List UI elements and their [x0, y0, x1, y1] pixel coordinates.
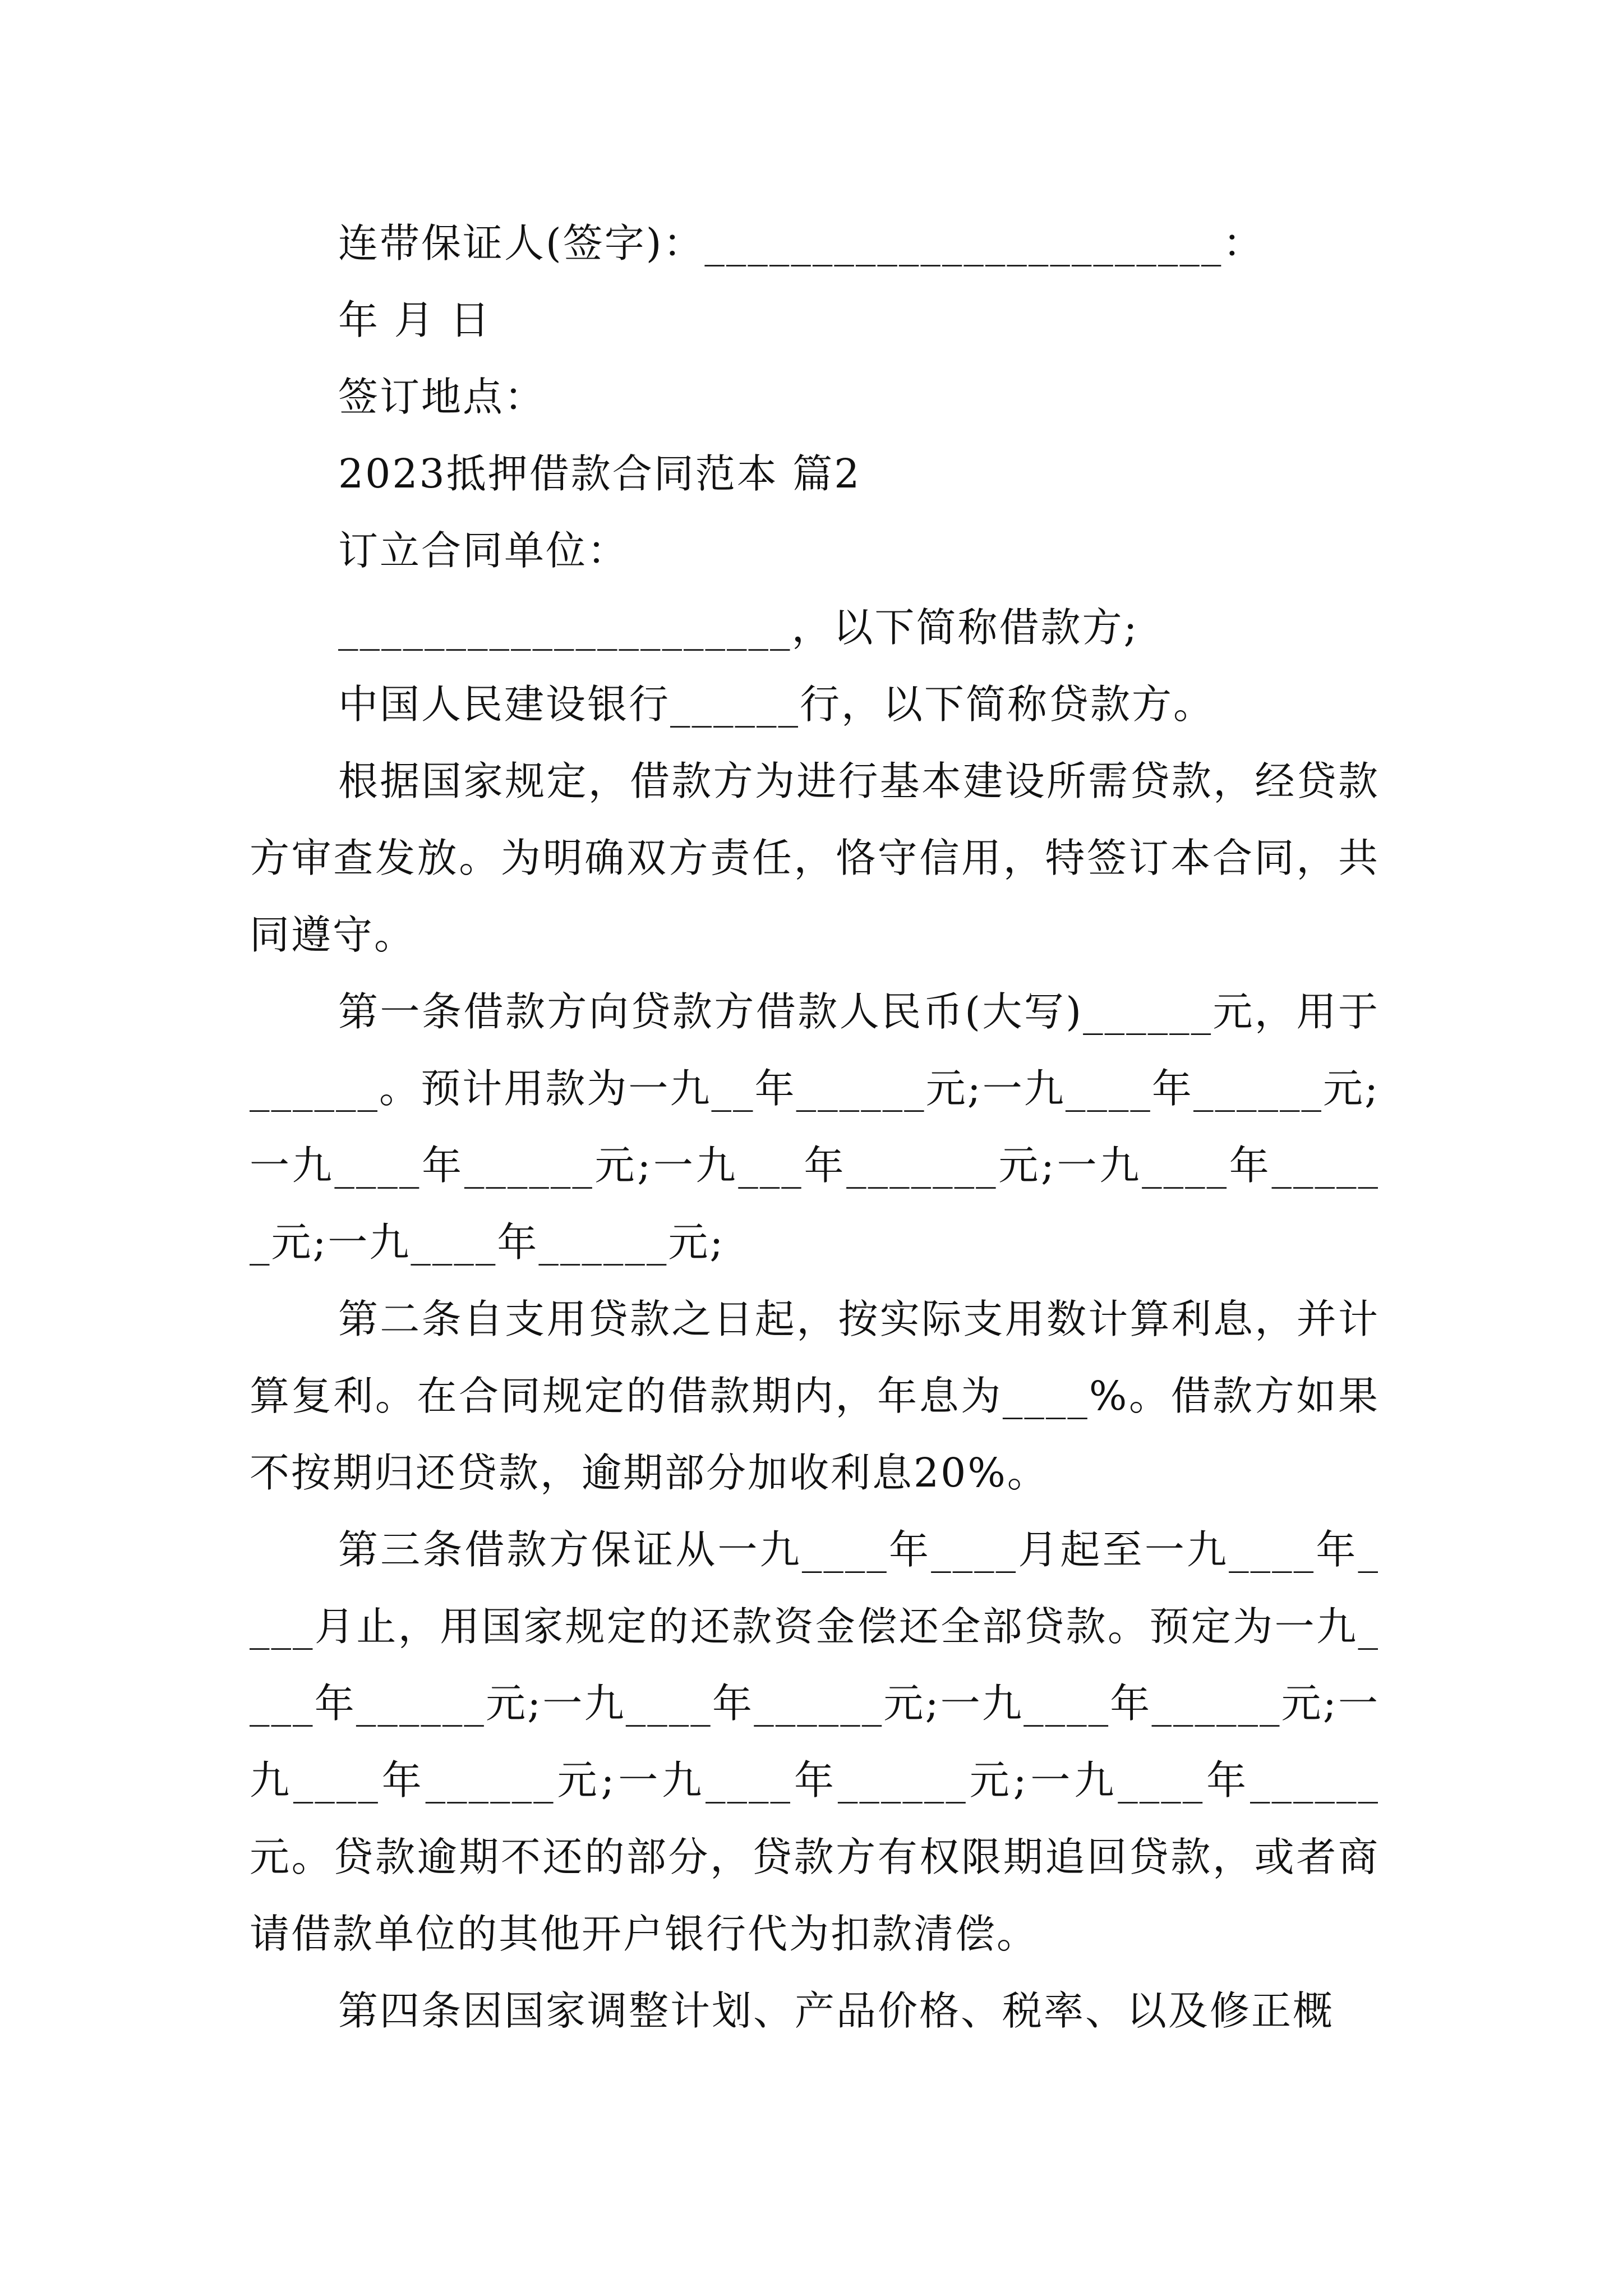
borrower-line: _____________________，以下简称借款方;	[338, 604, 1139, 651]
section-heading: 2023抵押借款合同范本 篇2	[338, 450, 861, 497]
guarantor-signature-line: 连带保证人(签字)：________________________：	[338, 220, 1265, 266]
article-3-paragraph: 第三条借款方保证从一九____年____月起至一九____年____月止，用国家规定的还款资金偿还全部贷款。预定为一九____年______元;一九____年______元;一九____年______元;一九____年______元;一九____年______元;一九____年______元。贷款逾期不还的部分，贷款方有权限期追回贷款，或者商请借款单位的其他开户银行代为扣款清偿。	[250, 1526, 1380, 1957]
document-body	[250, 205, 1380, 2049]
contract-parties-label: 订立合同单位：	[338, 527, 629, 574]
lender-line: 中国人民建设银行______行，以下简称贷款方。	[338, 681, 1215, 728]
preamble-paragraph: 根据国家规定，借款方为进行基本建设所需贷款，经贷款方审查发放。为明确双方责任，恪守信用，特签订本合同，共同遵守。	[250, 758, 1380, 958]
article-2-paragraph: 第二条自支用贷款之日起，按实际支用数计算利息，并计算复利。在合同规定的借款期内，年息为____%。借款方如果不按期归还贷款，逾期部分加收利息20%。	[250, 1296, 1380, 1496]
signing-place-line: 签订地点：	[338, 374, 546, 420]
article-4-paragraph: 第四条因国家调整计划、产品价格、税率、以及修正概	[338, 1987, 1335, 2034]
article-1-paragraph: 第一条借款方向贷款方借款人民币(大写)______元，用于______。预计用款为一九__年______元;一九____年______元;一九____年______元;一九___年_______元;一九____年______元;一九____年______元;	[250, 988, 1380, 1266]
date-line: 年 月 日	[338, 297, 492, 343]
